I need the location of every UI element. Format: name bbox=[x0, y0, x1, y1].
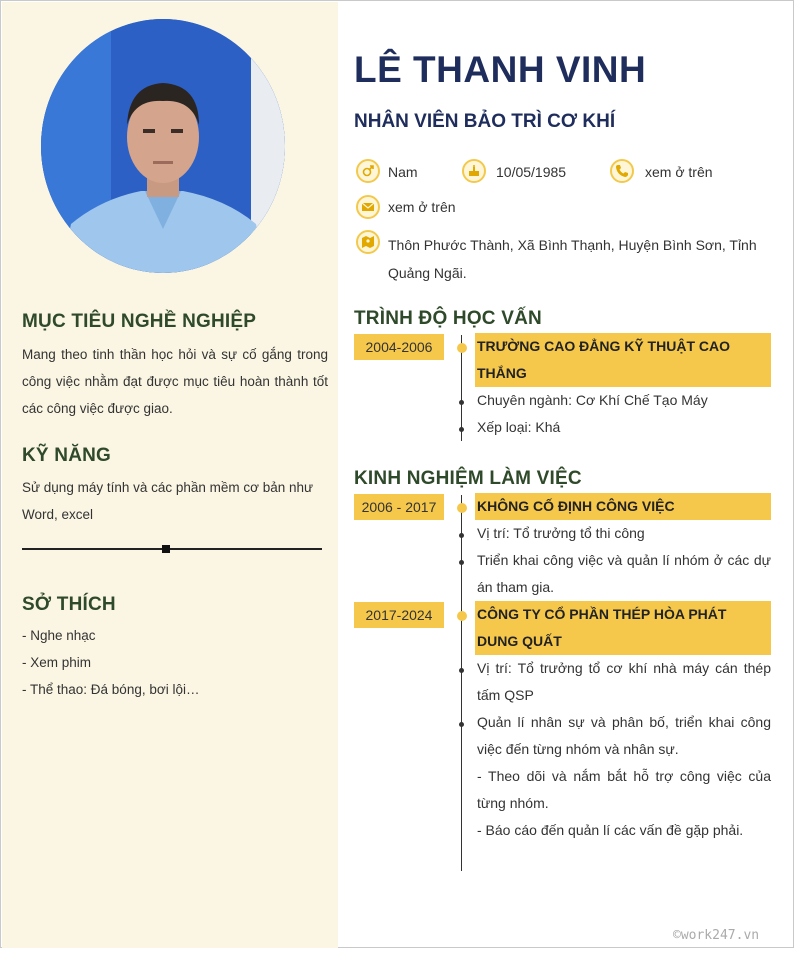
birthday-value: 10/05/1985 bbox=[496, 164, 567, 180]
experience-date: 2017-2024 bbox=[354, 602, 444, 628]
experience-detail: Quản lí nhân sự và phân bố, triển khai công việc đến từng nhóm và nhân sự. bbox=[477, 714, 771, 757]
candidate-name: LÊ THANH VINH bbox=[354, 49, 647, 90]
hobby-item: - Nghe nhạc bbox=[22, 628, 96, 643]
bullet-dot bbox=[459, 427, 464, 432]
hobby-item: - Thể thao: Đá bóng, bơi lội… bbox=[22, 682, 200, 697]
skills-title: KỸ NĂNG bbox=[22, 445, 112, 466]
skills-text: Sử dụng máy tính và các phần mềm cơ bản như Word, excel bbox=[22, 480, 314, 522]
education-grade: Xếp loại: Khá bbox=[477, 419, 561, 435]
education-title: TRÌNH ĐỘ HỌC VẤN bbox=[354, 308, 542, 329]
profile-photo bbox=[41, 19, 285, 273]
experience-timeline bbox=[461, 495, 462, 871]
timeline-marker bbox=[457, 503, 467, 513]
hobbies-title: SỞ THÍCH bbox=[22, 594, 116, 615]
education-school: TRƯỜNG CAO ĐẲNG KỸ THUẬT CAO THẮNG bbox=[475, 333, 771, 387]
bullet-dot bbox=[459, 722, 464, 727]
address-value: Thôn Phước Thành, Xã Bình Thạnh, Huyện Bình Sơn, Tỉnh Quảng Ngãi. bbox=[388, 237, 757, 281]
objective-text: Mang theo tinh thần học hỏi và sự cố gắng trong công việc nhằm đạt được mục tiêu hoàn thành tốt các công việc được giao. bbox=[22, 347, 328, 416]
bullet-dot bbox=[459, 400, 464, 405]
hobby-item: - Xem phim bbox=[22, 655, 92, 670]
experience-date: 2006 - 2017 bbox=[354, 494, 444, 520]
experience-detail: - Theo dõi và nắm bắt hỗ trợ công việc của từng nhóm. bbox=[477, 768, 771, 811]
experience-detail: Triển khai công việc và quản lí nhóm ở các dự án tham gia. bbox=[477, 552, 771, 595]
objective-title: MỤC TIÊU NGHỀ NGHIỆP bbox=[22, 311, 257, 332]
email-icon bbox=[356, 195, 380, 219]
phone-icon bbox=[610, 159, 634, 183]
bullet-dot bbox=[459, 668, 464, 673]
job-title: NHÂN VIÊN BẢO TRÌ CƠ KHÍ bbox=[354, 111, 616, 132]
experience-detail: Vị trí: Tổ trưởng tổ cơ khí nhà máy cán thép tấm QSP bbox=[477, 660, 771, 703]
experience-company: KHÔNG CỐ ĐỊNH CÔNG VIỆC bbox=[475, 493, 771, 520]
map-location-icon bbox=[356, 230, 380, 254]
watermark: ©work247.vn bbox=[673, 928, 760, 943]
experience-detail: Vị trí: Tổ trưởng tổ thi công bbox=[477, 525, 645, 541]
phone-value: xem ở trên bbox=[645, 164, 713, 180]
skill-level-marker bbox=[162, 545, 170, 553]
education-date: 2004-2006 bbox=[354, 334, 444, 360]
email-value: xem ở trên bbox=[388, 199, 456, 215]
birthday-cake-icon bbox=[462, 159, 486, 183]
timeline-marker bbox=[457, 343, 467, 353]
gender-icon bbox=[356, 159, 380, 183]
bullet-dot bbox=[459, 560, 464, 565]
timeline-marker bbox=[457, 611, 467, 621]
gender-value: Nam bbox=[388, 164, 418, 180]
skill-level-bar bbox=[22, 548, 322, 550]
experience-detail: - Báo cáo đến quản lí các vấn đề gặp phải. bbox=[477, 822, 744, 838]
education-major: Chuyên ngành: Cơ Khí Chế Tạo Máy bbox=[477, 392, 708, 408]
experience-company: CÔNG TY CỔ PHẦN THÉP HÒA PHÁT DUNG QUẤT bbox=[475, 601, 771, 655]
experience-title: KINH NGHIỆM LÀM VIỆC bbox=[354, 468, 582, 489]
bullet-dot bbox=[459, 533, 464, 538]
person-portrait-icon bbox=[41, 19, 285, 273]
